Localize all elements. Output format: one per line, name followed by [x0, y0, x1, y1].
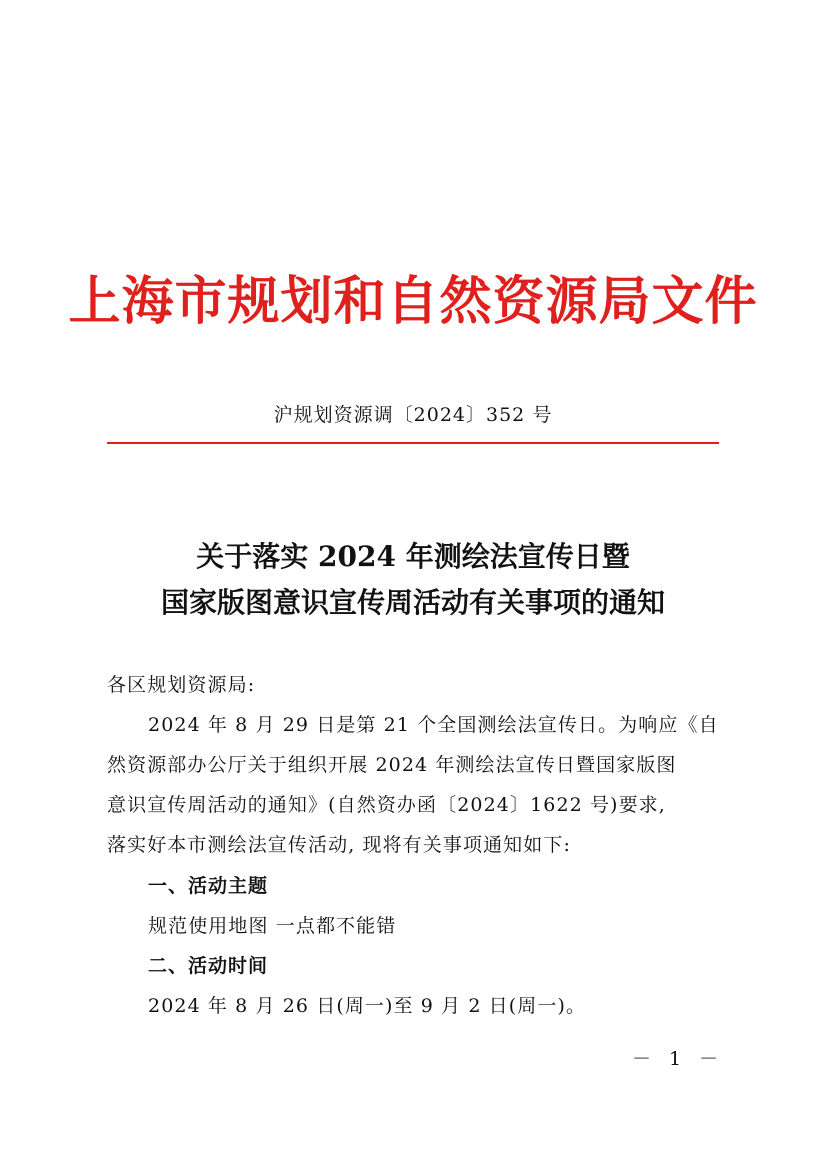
document-title — [0, 534, 826, 626]
title-line-2: 国家版图意识宣传周活动有关事项的通知 — [160, 586, 665, 619]
page-number: － 1 － — [632, 1048, 725, 1070]
paragraph-1-line-3: 意识宣传周活动的通知》(自然资办函〔2024〕1622 号)要求, — [107, 794, 666, 816]
title-line-1: 关于落实 2024 年测绘法宣传日暨 — [196, 540, 630, 573]
paragraph-1-line-2: 然资源部办公厅关于组织开展 2024 年测绘法宣传日暨国家版图 — [107, 754, 677, 776]
document-masthead: 上海市规划和自然资源局文件 — [68, 271, 758, 332]
paragraph-1-line-4: 落实好本市测绘法宣传活动, 现将有关事项通知如下: — [107, 834, 571, 856]
document-number: 沪规划资源调〔2024〕352 号 — [273, 404, 553, 426]
section-2-heading: 二、活动时间 — [148, 955, 269, 977]
salutation: 各区规划资源局: — [107, 674, 256, 696]
section-1-content: 规范使用地图 一点都不能错 — [148, 915, 397, 937]
paragraph-1-line-1: 2024 年 8 月 29 日是第 21 个全国测绘法宣传日。为响应《自 — [148, 714, 719, 736]
section-1-heading: 一、活动主题 — [148, 875, 269, 897]
section-2-content: 2024 年 8 月 26 日(周一)至 9 月 2 日(周一)。 — [148, 995, 587, 1017]
red-divider-rule — [107, 442, 719, 444]
